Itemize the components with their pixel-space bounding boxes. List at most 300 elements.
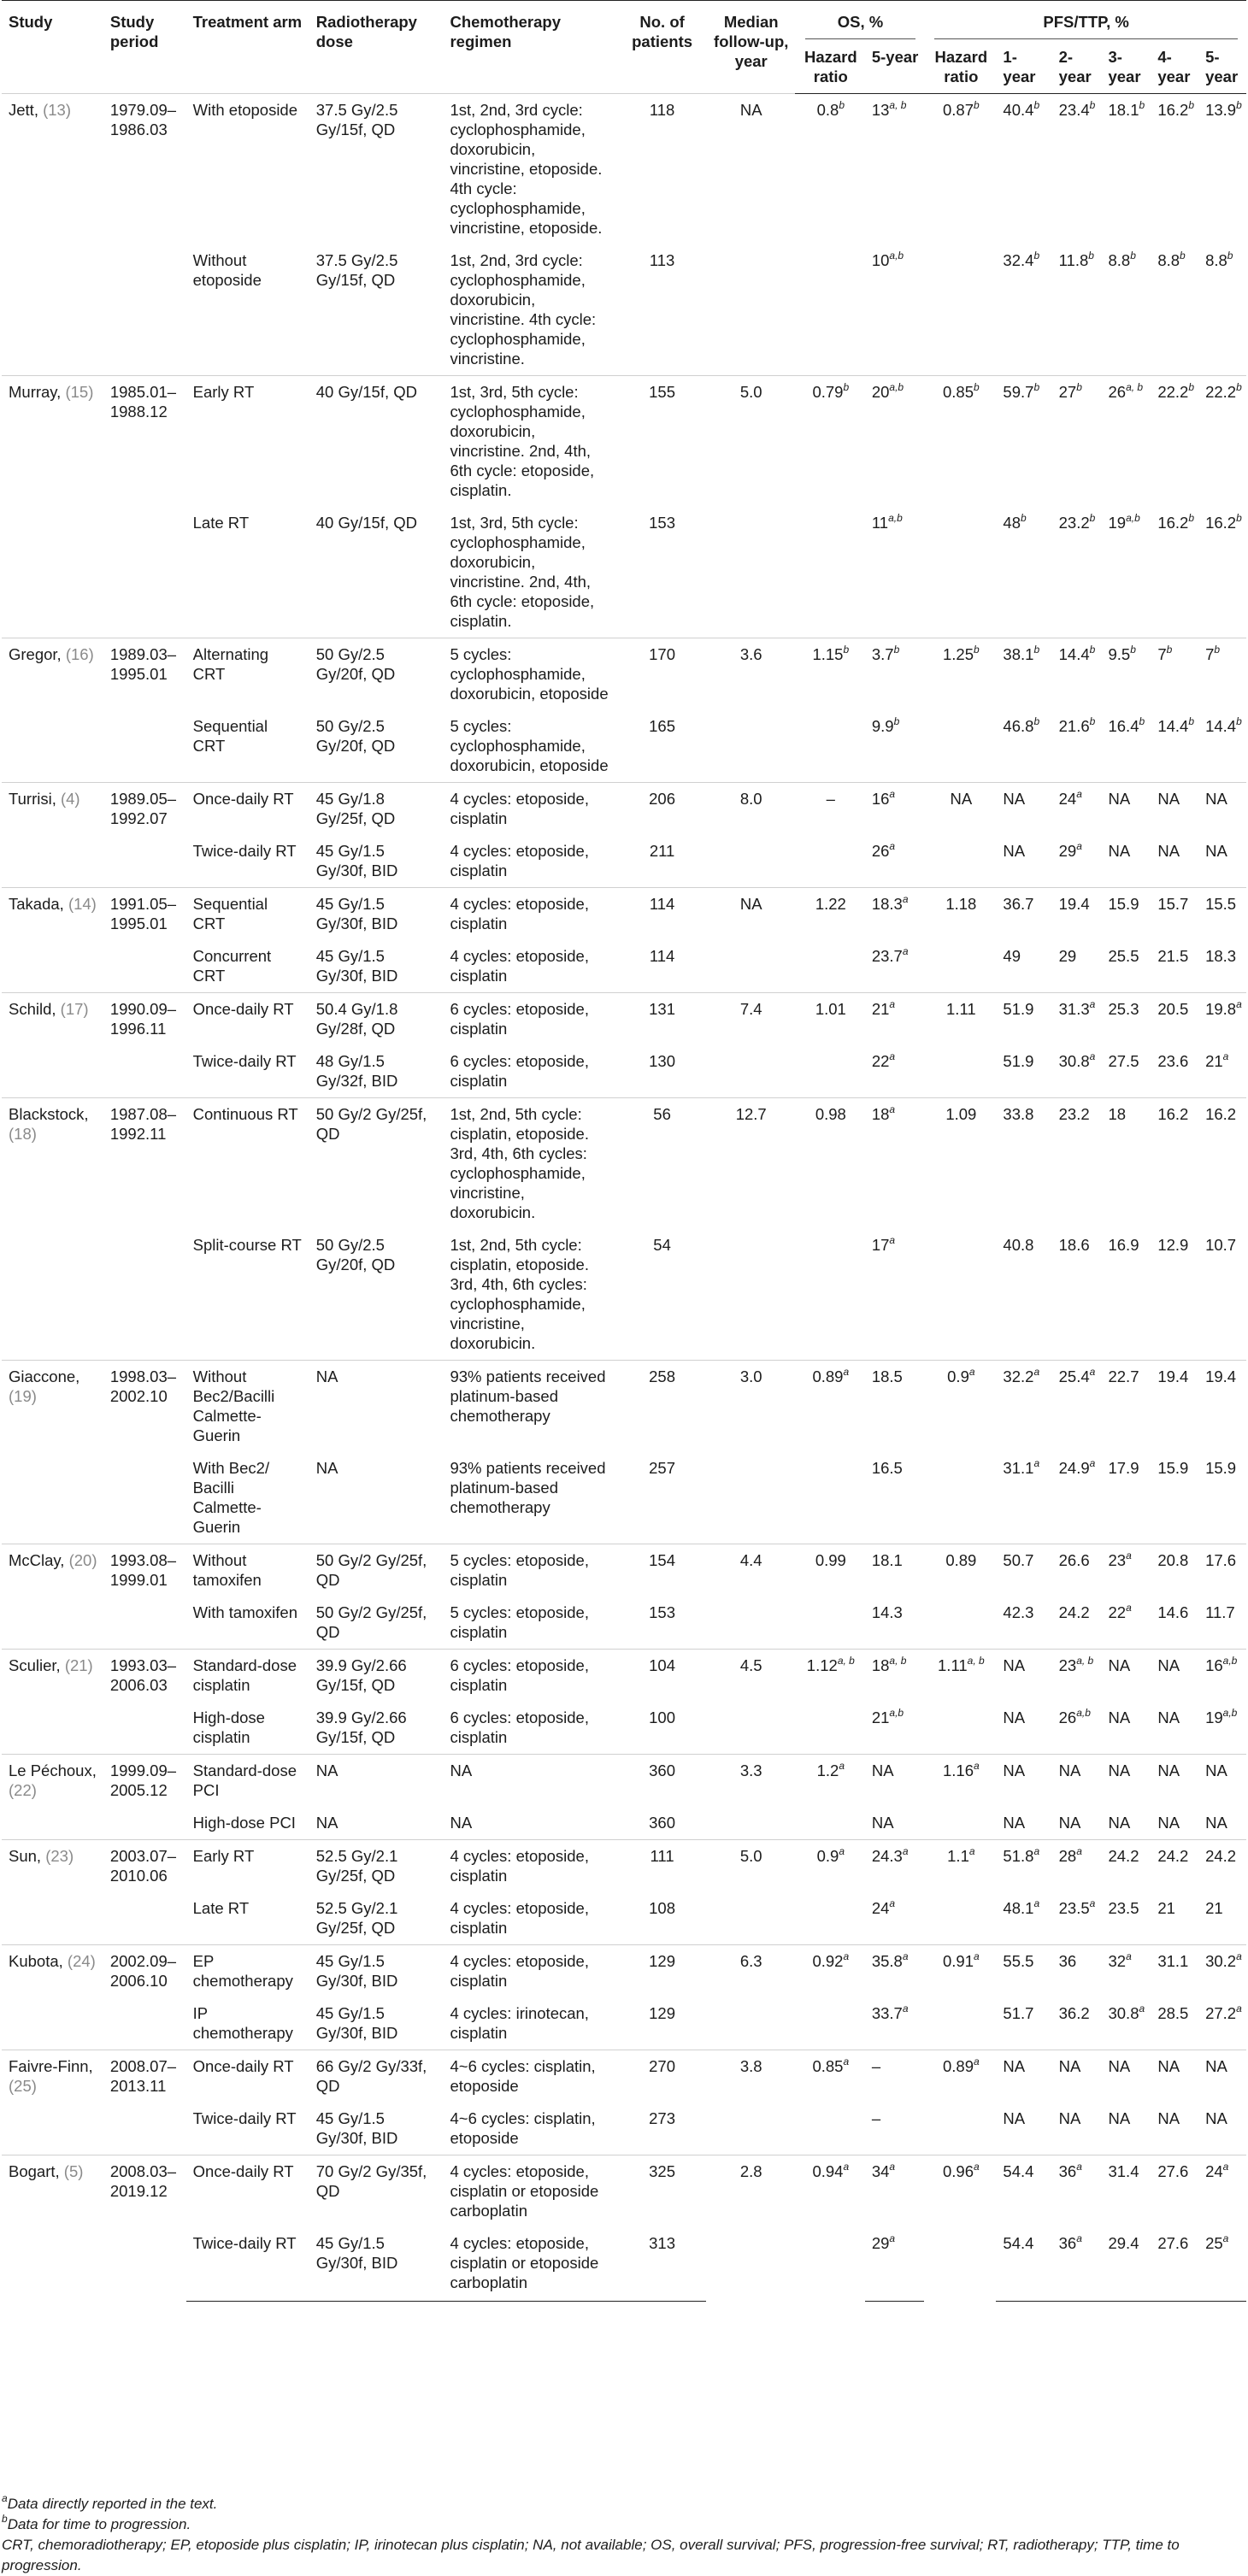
- cell-patients: 56: [617, 1098, 706, 1230]
- header-pfs-5-year: 5-year: [1198, 44, 1246, 94]
- table-row: [2, 2155, 1246, 2228]
- table-row: [2, 507, 1246, 638]
- cell-os-hazard-ratio: 0.89$^a$: [795, 1361, 865, 1544]
- footnote-mark: a,b: [889, 380, 904, 393]
- cell-pfs-5-year: 14.4$^b$: [1205, 715, 1242, 735]
- cell-pfs-4-year: 12.9: [1157, 1236, 1189, 1254]
- cell-pfs-3-year: 26$^{a, b}$: [1101, 376, 1151, 508]
- cell-pfs-hazard-ratio: 1.11: [924, 993, 996, 1098]
- footnote-mark: b: [1188, 715, 1195, 727]
- cell-radiotherapy-dose: 39.9 Gy/2.66 Gy/15f, QD: [309, 1650, 444, 1703]
- cell-pfs-3-year: NA: [1108, 1709, 1131, 1726]
- cell-patients: 170: [617, 638, 706, 711]
- table-row: [2, 783, 1246, 836]
- footnote-mark: b: [974, 643, 980, 656]
- cell-chemotherapy-regimen: 4 cycles: etoposide, cisplatin: [443, 1945, 616, 1998]
- cell-patients: 360: [617, 1755, 706, 1808]
- cell-pfs-4-year: NA: [1157, 1814, 1180, 1832]
- footnote-mark: b: [1130, 249, 1136, 262]
- cell-pfs-hazard-ratio: 1.16$^a$: [924, 1755, 996, 1840]
- header-os-group: OS, %: [795, 1, 924, 44]
- footnote-mark: b: [1076, 380, 1082, 393]
- cell-pfs-hazard-ratio: 0.85$^b$: [924, 376, 996, 638]
- cell-treatment-arm: Early RT: [186, 1840, 309, 1893]
- cell-pfs-1-year: 42.3: [1003, 1603, 1034, 1621]
- cell-radiotherapy-dose: 50 Gy/2 Gy/25f, QD: [315, 1603, 427, 1641]
- cell-pfs-4-year: 7$^b$: [1151, 638, 1198, 711]
- cell-pfs-5-year: 16$^{a,b}$: [1198, 1650, 1246, 1703]
- cell-study-period: 1985.01–1988.12: [103, 376, 186, 638]
- cell-study: Kubota, (24): [2, 1945, 103, 2050]
- cell-patients: 211: [649, 842, 675, 860]
- cell-pfs-2-year: 36: [1052, 1945, 1102, 1998]
- cell-pfs-hazard-ratio: 1.25$^b$: [924, 638, 996, 783]
- cell-treatment-arm: High-dose PCI: [192, 1814, 296, 1832]
- citation: (4): [60, 790, 80, 808]
- footnote-mark: b: [1166, 643, 1173, 656]
- cell-chemotherapy-regimen: 4~6 cycles: cisplatin, etoposide: [443, 2050, 616, 2103]
- footnote-mark: a: [1222, 1050, 1229, 1062]
- cell-chemotherapy-regimen: 4 cycles: etoposide, cisplatin: [443, 888, 616, 941]
- footnote-mark: a: [1076, 2232, 1082, 2244]
- cell-treatment-arm: Without etoposide: [192, 251, 262, 289]
- cell-os-5-year: 9.9$^b$: [871, 715, 900, 735]
- cell-treatment-arm: Split-course RT: [192, 1236, 302, 1254]
- footnote-mark: a: [843, 1365, 850, 1378]
- cell-pfs-1-year: 59.7$^b$: [996, 376, 1051, 508]
- footnote-mark: b: [1021, 511, 1027, 524]
- cell-chemotherapy-regimen: 4 cycles: etoposide, cisplatin or etoposide carboplatin: [443, 2227, 616, 2302]
- footnote-mark: a: [968, 1844, 975, 1857]
- table-row: [2, 1229, 1246, 1361]
- cell-median-followup: 3.0: [706, 1361, 795, 1544]
- footnote-mark: b: [1089, 643, 1096, 656]
- cell-pfs-1-year: 40.4$^b$: [996, 94, 1051, 245]
- header-pfs-hazard-ratio: Hazard ratio: [924, 44, 996, 94]
- cell-median-followup: 12.7: [706, 1098, 795, 1361]
- footnote-mark: a: [1076, 787, 1082, 800]
- footnote-mark: a: [889, 1050, 896, 1062]
- table-row: [2, 1452, 1246, 1544]
- table-row: [2, 940, 1246, 993]
- cell-study: Schild, (17): [2, 993, 103, 1098]
- cell-pfs-1-year: 54.4: [996, 2227, 1051, 2302]
- cell-pfs-1-year: 50.7: [996, 1544, 1051, 1597]
- citation: (18): [9, 1125, 37, 1143]
- cell-pfs-5-year: 11.7: [1205, 1603, 1235, 1621]
- cell-radiotherapy-dose: 50 Gy/2 Gy/25f, QD: [309, 1098, 444, 1230]
- footnote-mark: a, b: [1076, 1654, 1094, 1667]
- cell-pfs-4-year: 20.8: [1151, 1544, 1198, 1597]
- cell-pfs-3-year: 22$^a$: [1108, 1601, 1132, 1621]
- cell-pfs-2-year: 25.4$^a$: [1052, 1361, 1102, 1453]
- footnote-mark: b: [893, 715, 900, 727]
- cell-treatment-arm: With Bec2/ Bacilli Calmette-Guerin: [192, 1459, 270, 1536]
- cell-os-hazard-ratio: 1.01: [795, 993, 865, 1098]
- footnote-mark: a,b: [889, 1706, 904, 1719]
- cell-pfs-3-year: 15.9: [1101, 888, 1151, 941]
- cell-treatment-arm: Without Bec2/Bacilli Calmette-Guerin: [186, 1361, 309, 1453]
- footnote-mark: a: [974, 2055, 980, 2067]
- footnote-mark: a: [1089, 1050, 1096, 1062]
- cell-pfs-2-year: NA: [1058, 2109, 1081, 2127]
- cell-pfs-2-year: 29$^a$: [1058, 839, 1082, 860]
- cell-patients: 111: [617, 1840, 706, 1893]
- cell-radiotherapy-dose: 37.5 Gy/2.5 Gy/15f, QD: [309, 94, 444, 245]
- footnote-mark: a: [1033, 1365, 1040, 1378]
- cell-pfs-3-year: 17.9: [1108, 1459, 1139, 1477]
- cell-radiotherapy-dose: NA: [315, 1459, 338, 1477]
- cell-pfs-2-year: 30.8$^a$: [1058, 1050, 1096, 1070]
- cell-pfs-2-year: 23.4$^b$: [1052, 94, 1102, 245]
- header-pfs-4-year: 4-year: [1151, 44, 1198, 94]
- cell-pfs-2-year: 29: [1058, 947, 1077, 965]
- cell-patients: 165: [649, 717, 676, 735]
- cell-treatment-arm: Alternating CRT: [186, 638, 309, 711]
- table-body: [2, 94, 1246, 2302]
- cell-pfs-hazard-ratio: NA: [924, 783, 996, 888]
- cell-os-5-year: 21$^a$: [865, 993, 924, 1046]
- cell-pfs-3-year: NA: [1101, 2050, 1151, 2103]
- table-row: [2, 1892, 1246, 1945]
- footnote-mark: a: [1076, 1844, 1082, 1857]
- citation: (21): [64, 1656, 93, 1674]
- cell-os-hazard-ratio: 0.85$^a$: [795, 2050, 865, 2155]
- footnote-mark: a: [843, 1950, 850, 1962]
- cell-pfs-4-year: 16.2: [1151, 1098, 1198, 1230]
- cell-study: Giaccone, (19): [2, 1361, 103, 1544]
- cell-pfs-hazard-ratio: 0.96$^a$: [924, 2155, 996, 2302]
- table-row: [2, 94, 1246, 245]
- cell-pfs-2-year: 26.6: [1052, 1544, 1102, 1597]
- cell-os-5-year: 35.8$^a$: [865, 1945, 924, 1998]
- cell-pfs-2-year: 31.3$^a$: [1052, 993, 1102, 1046]
- citation: (14): [68, 895, 97, 913]
- cell-study-period: 1993.08–1999.01: [103, 1544, 186, 1650]
- cell-pfs-3-year: NA: [1101, 1650, 1151, 1703]
- cell-pfs-4-year: 19.4: [1151, 1361, 1198, 1453]
- cell-treatment-arm: Late RT: [192, 1899, 250, 1917]
- cell-study-period: 1991.05–1995.01: [103, 888, 186, 993]
- cell-patients: 270: [617, 2050, 706, 2103]
- cell-treatment-arm: Standard-dose cisplatin: [186, 1650, 309, 1703]
- cell-pfs-2-year: 27$^b$: [1052, 376, 1102, 508]
- cell-chemotherapy-regimen: 4 cycles: etoposide, cisplatin: [450, 947, 589, 985]
- footnote-mark: a: [974, 2160, 980, 2173]
- cell-pfs-4-year: 27.6: [1151, 2227, 1198, 2302]
- cell-study-period: 2008.07–2013.11: [103, 2050, 186, 2155]
- table-row: [2, 1597, 1246, 1650]
- cell-pfs-2-year: 23.2$^b$: [1058, 511, 1096, 532]
- cell-pfs-2-year: 14.4$^b$: [1052, 638, 1102, 711]
- cell-median-followup: NA: [706, 888, 795, 993]
- cell-study-period: 1999.09–2005.12: [103, 1755, 186, 1840]
- cell-pfs-3-year: 24.2: [1101, 1840, 1151, 1893]
- cell-pfs-5-year: 21: [1205, 1899, 1223, 1917]
- cell-pfs-2-year: NA: [1052, 2050, 1102, 2103]
- footnote-mark: a,b: [1222, 1706, 1238, 1719]
- cell-pfs-4-year: 15.7: [1151, 888, 1198, 941]
- cell-pfs-2-year: 36.2: [1058, 2004, 1090, 2022]
- cell-pfs-1-year: 51.9: [996, 993, 1051, 1046]
- cell-pfs-3-year: 22.7: [1101, 1361, 1151, 1453]
- citation: (17): [60, 1000, 89, 1018]
- cell-chemotherapy-regimen: 6 cycles: etoposide, cisplatin: [443, 993, 616, 1046]
- cell-radiotherapy-dose: 48 Gy/1.5 Gy/32f, BID: [315, 1052, 398, 1090]
- cell-treatment-arm: Twice-daily RT: [186, 2227, 309, 2302]
- table-row: [2, 1361, 1246, 1453]
- footnote-mark: a: [843, 2055, 850, 2067]
- cell-pfs-2-year: 11.8$^b$: [1058, 249, 1094, 269]
- cell-pfs-2-year: NA: [1058, 1814, 1081, 1832]
- cell-study-period: 2003.07–2010.06: [103, 1840, 186, 1945]
- cell-pfs-5-year: 24.2: [1198, 1840, 1246, 1893]
- footnote-mark: b: [1180, 249, 1186, 262]
- cell-os-5-year: 18$^{a, b}$: [865, 1650, 924, 1703]
- cell-median-followup: NA: [706, 94, 795, 376]
- cell-pfs-1-year: NA: [996, 783, 1051, 836]
- footnote-mark: b: [1139, 98, 1145, 111]
- cell-pfs-3-year: 16.9: [1108, 1236, 1139, 1254]
- cell-chemotherapy-regimen: 5 cycles: etoposide, cisplatin: [443, 1544, 616, 1597]
- cell-os-5-year: 18.3$^a$: [865, 888, 924, 941]
- cell-median-followup: 4.4: [706, 1544, 795, 1650]
- cell-pfs-5-year: NA: [1198, 783, 1246, 836]
- cell-treatment-arm: Sequential CRT: [192, 717, 268, 755]
- cell-chemotherapy-regimen: 1st, 2nd, 5th cycle: cisplatin, etoposide. 3rd, 4th, 6th cycles: cyclophosphamide, vincristine, doxorubicin.: [450, 1236, 589, 1352]
- cell-radiotherapy-dose: 66 Gy/2 Gy/33f, QD: [309, 2050, 444, 2103]
- header-os-hazard-ratio: Hazard ratio: [795, 44, 865, 94]
- cell-os-hazard-ratio: 1.2$^a$: [795, 1755, 865, 1840]
- cell-pfs-4-year: 27.6: [1151, 2155, 1198, 2228]
- footnote-mark: b: [893, 643, 900, 656]
- cell-study-period: 1998.03–2002.10: [103, 1361, 186, 1544]
- footnote-mark: a: [1236, 1950, 1242, 1962]
- cell-study-period: 1979.09–1986.03: [103, 94, 186, 376]
- table-row: [2, 638, 1246, 711]
- cell-pfs-1-year: 49: [1003, 947, 1021, 965]
- cell-pfs-5-year: NA: [1198, 2050, 1246, 2103]
- cell-os-5-year: 14.3: [871, 1603, 903, 1621]
- cell-patients: 118: [617, 94, 706, 245]
- cell-os-5-year: 11$^{a,b}$: [871, 511, 903, 532]
- cell-pfs-3-year: NA: [1108, 2109, 1131, 2127]
- cell-pfs-5-year: 8.8$^b$: [1205, 249, 1233, 269]
- cell-patients: 206: [617, 783, 706, 836]
- cell-chemotherapy-regimen: 1st, 2nd, 5th cycle: cisplatin, etoposide. 3rd, 4th, 6th cycles: cyclophosphamide, vincristine, doxorubicin.: [443, 1098, 616, 1230]
- cell-pfs-1-year: 40.8: [1003, 1236, 1034, 1254]
- cell-pfs-2-year: 36$^a$: [1052, 2155, 1102, 2228]
- cell-pfs-4-year: NA: [1157, 1709, 1180, 1726]
- cell-chemotherapy-regimen: 5 cycles: etoposide, cisplatin: [450, 1603, 589, 1641]
- cell-pfs-1-year: 55.5: [996, 1945, 1051, 1998]
- cell-pfs-1-year: NA: [1003, 1814, 1026, 1832]
- cell-treatment-arm: Standard-dose PCI: [186, 1755, 309, 1808]
- cell-radiotherapy-dose: 50 Gy/2 Gy/25f, QD: [309, 1544, 444, 1597]
- table-row: [2, 1997, 1246, 2050]
- cell-patients: 54: [653, 1236, 671, 1254]
- cell-study: Jett, (13): [2, 94, 103, 376]
- footnote-mark: a: [1033, 1456, 1040, 1469]
- footnote-mark: b: [1236, 380, 1242, 393]
- cell-pfs-1-year: 51.9: [1003, 1052, 1034, 1070]
- cell-treatment-arm: Once-daily RT: [186, 2050, 309, 2103]
- footnote-mark: a: [1139, 2002, 1145, 2014]
- table-row: [2, 2227, 1246, 2302]
- cell-treatment-arm: Continuous RT: [186, 1098, 309, 1230]
- footnote-mark: a: [902, 944, 909, 957]
- cell-os-5-year: 10$^{a,b}$: [871, 249, 904, 269]
- cell-treatment-arm: High-dose cisplatin: [192, 1709, 265, 1746]
- cell-median-followup: 3.8: [706, 2050, 795, 2155]
- cell-radiotherapy-dose: 45 Gy/1.5 Gy/30f, BID: [315, 947, 398, 985]
- cell-study: Gregor, (16): [2, 638, 103, 783]
- cell-study-period: 2002.09–2006.10: [103, 1945, 186, 2050]
- cell-pfs-1-year: NA: [996, 1650, 1051, 1703]
- cell-treatment-arm: Once-daily RT: [186, 2155, 309, 2228]
- cell-os-hazard-ratio: 1.22: [795, 888, 865, 993]
- footnote-mark: a,b: [888, 511, 903, 524]
- cell-pfs-hazard-ratio: 0.89$^a$: [924, 2050, 996, 2155]
- cell-radiotherapy-dose: 45 Gy/1.5 Gy/30f, BID: [315, 842, 398, 879]
- cell-pfs-2-year: 36$^a$: [1052, 2227, 1102, 2302]
- cell-radiotherapy-dose: 40 Gy/15f, QD: [309, 376, 444, 508]
- footnote-mark: b: [1089, 511, 1096, 524]
- cell-pfs-1-year: 46.8$^b$: [1003, 715, 1040, 735]
- table-row: [2, 993, 1246, 1046]
- footnote-mark: b: [1033, 98, 1040, 111]
- header-pfs-1-year: 1-year: [996, 44, 1051, 94]
- cell-pfs-1-year: 48$^b$: [1003, 511, 1027, 532]
- cell-os-5-year: 34$^a$: [865, 2155, 924, 2228]
- cell-study-period: 1989.05–1992.07: [103, 783, 186, 888]
- cell-pfs-3-year: 18: [1101, 1098, 1151, 1230]
- cell-radiotherapy-dose: 50.4 Gy/1.8 Gy/28f, QD: [309, 993, 444, 1046]
- cell-radiotherapy-dose: NA: [315, 1814, 338, 1832]
- cell-pfs-4-year: 15.9: [1157, 1459, 1189, 1477]
- footnote-mark: a: [843, 2160, 850, 2173]
- cell-pfs-5-year: 16.2$^b$: [1205, 511, 1242, 532]
- footnote-mark: a: [1126, 1549, 1132, 1561]
- footnote-mark: b: [1089, 98, 1096, 111]
- cell-pfs-1-year: 51.8$^a$: [996, 1840, 1051, 1893]
- footnote-mark: b: [1088, 249, 1094, 262]
- cell-os-hazard-ratio: 0.94$^a$: [795, 2155, 865, 2302]
- cell-os-5-year: 13$^{a, b}$: [865, 94, 924, 245]
- cell-pfs-5-year: 19$^{a,b}$: [1205, 1706, 1238, 1726]
- footnote-mark: b: [1139, 715, 1145, 727]
- footnote-mark: a: [902, 1950, 909, 1962]
- cell-treatment-arm: With etoposide: [186, 94, 309, 245]
- cell-study: Turrisi, (4): [2, 783, 103, 888]
- cell-study: Sun, (23): [2, 1840, 103, 1945]
- cell-study-period: 1989.03–1995.01: [103, 638, 186, 783]
- cell-pfs-3-year: 30.8$^a$: [1108, 2002, 1145, 2022]
- cell-radiotherapy-dose: 52.5 Gy/2.1 Gy/25f, QD: [315, 1899, 398, 1937]
- cell-pfs-5-year: 10.7: [1205, 1236, 1237, 1254]
- cell-os-hazard-ratio: 0.92$^a$: [795, 1945, 865, 2050]
- cell-os-5-year: 3.7$^b$: [865, 638, 924, 711]
- cell-radiotherapy-dose: 45 Gy/1.5 Gy/30f, BID: [309, 1945, 444, 1998]
- footnote-mark: a, b: [837, 1654, 855, 1667]
- cell-pfs-2-year: 18.6: [1058, 1236, 1090, 1254]
- header-patients: No. of patients: [617, 1, 706, 94]
- cell-pfs-1-year: 48.1$^a$: [1003, 1897, 1040, 1917]
- cell-pfs-4-year: NA: [1151, 783, 1198, 836]
- cell-pfs-1-year: 32.2$^a$: [996, 1361, 1051, 1453]
- footnote-mark: a: [839, 1844, 845, 1857]
- cell-median-followup: 5.0: [706, 376, 795, 638]
- footnote-mark: b: [2, 2513, 8, 2526]
- cell-pfs-5-year: 15.9: [1205, 1459, 1237, 1477]
- cell-pfs-hazard-ratio: 1.18: [924, 888, 996, 993]
- cell-os-5-year: –: [871, 2109, 881, 2127]
- cell-pfs-4-year: 8.8$^b$: [1157, 249, 1186, 269]
- cell-pfs-5-year: 21$^a$: [1205, 1050, 1229, 1070]
- footnote-mark: a: [902, 1844, 909, 1857]
- header-pfs-2-year: 2-year: [1052, 44, 1102, 94]
- cell-pfs-1-year: 32.4$^b$: [1003, 249, 1040, 269]
- cell-os-5-year: 24.3$^a$: [865, 1840, 924, 1893]
- footnote-mark: a: [889, 2232, 896, 2244]
- footnote-mark: a: [889, 839, 896, 852]
- cell-radiotherapy-dose: 70 Gy/2 Gy/35f, QD: [309, 2155, 444, 2228]
- cell-os-5-year: 26$^a$: [871, 839, 896, 860]
- cell-pfs-3-year: NA: [1108, 842, 1131, 860]
- footnote-mark: b: [1188, 511, 1195, 524]
- cell-pfs-3-year: 32$^a$: [1101, 1945, 1151, 1998]
- cell-pfs-hazard-ratio: 0.87$^b$: [924, 94, 996, 376]
- cell-chemotherapy-regimen: 4 cycles: etoposide, cisplatin: [443, 783, 616, 836]
- table-row: [2, 1045, 1246, 1098]
- citation: (16): [65, 645, 94, 663]
- cell-os-5-year: 33.7$^a$: [871, 2002, 909, 2022]
- cell-pfs-3-year: 25.3: [1101, 993, 1151, 1046]
- cell-radiotherapy-dose: 50 Gy/2.5 Gy/20f, QD: [315, 1236, 396, 1273]
- cell-os-5-year: 18.5: [865, 1361, 924, 1453]
- cell-pfs-5-year: NA: [1205, 1814, 1227, 1832]
- cell-patients: 129: [649, 2004, 676, 2022]
- cell-pfs-1-year: 31.1$^a$: [1003, 1456, 1040, 1477]
- cell-patients: 129: [617, 1945, 706, 1998]
- cell-chemotherapy-regimen: 4 cycles: etoposide, cisplatin: [450, 1899, 589, 1937]
- footnote-mark: a: [889, 997, 896, 1010]
- cell-pfs-5-year: 18.3: [1205, 947, 1237, 965]
- cell-patients: 100: [649, 1709, 676, 1726]
- cell-study: Blackstock, (18): [2, 1098, 103, 1361]
- cell-pfs-1-year: 51.7: [1003, 2004, 1034, 2022]
- cell-chemotherapy-regimen: 4 cycles: etoposide, cisplatin or etoposide carboplatin: [443, 2155, 616, 2228]
- footnote-mark: a: [1089, 1897, 1096, 1909]
- cell-pfs-5-year: 22.2$^b$: [1198, 376, 1246, 508]
- cell-treatment-arm: Concurrent CRT: [192, 947, 272, 985]
- cell-median-followup: 8.0: [706, 783, 795, 888]
- cell-os-hazard-ratio: 0.99: [795, 1544, 865, 1650]
- cell-patients: 155: [617, 376, 706, 508]
- cell-patients: 257: [649, 1459, 676, 1477]
- cell-pfs-4-year: 21: [1157, 1899, 1175, 1917]
- cell-os-hazard-ratio: 0.79$^b$: [795, 376, 865, 638]
- citation: (13): [43, 101, 72, 119]
- cell-chemotherapy-regimen: 5 cycles: cyclophosphamide, doxorubicin, etoposide: [443, 638, 616, 711]
- footnote-mark: b: [1130, 643, 1136, 656]
- cell-os-5-year: 24$^a$: [871, 1897, 896, 1917]
- cell-pfs-4-year: 23.6: [1157, 1052, 1189, 1070]
- cell-pfs-3-year: 29.4: [1101, 2227, 1151, 2302]
- cell-patients: 114: [649, 947, 675, 965]
- cell-patients: 153: [649, 1603, 676, 1621]
- cell-treatment-arm: Twice-daily RT: [192, 1052, 297, 1070]
